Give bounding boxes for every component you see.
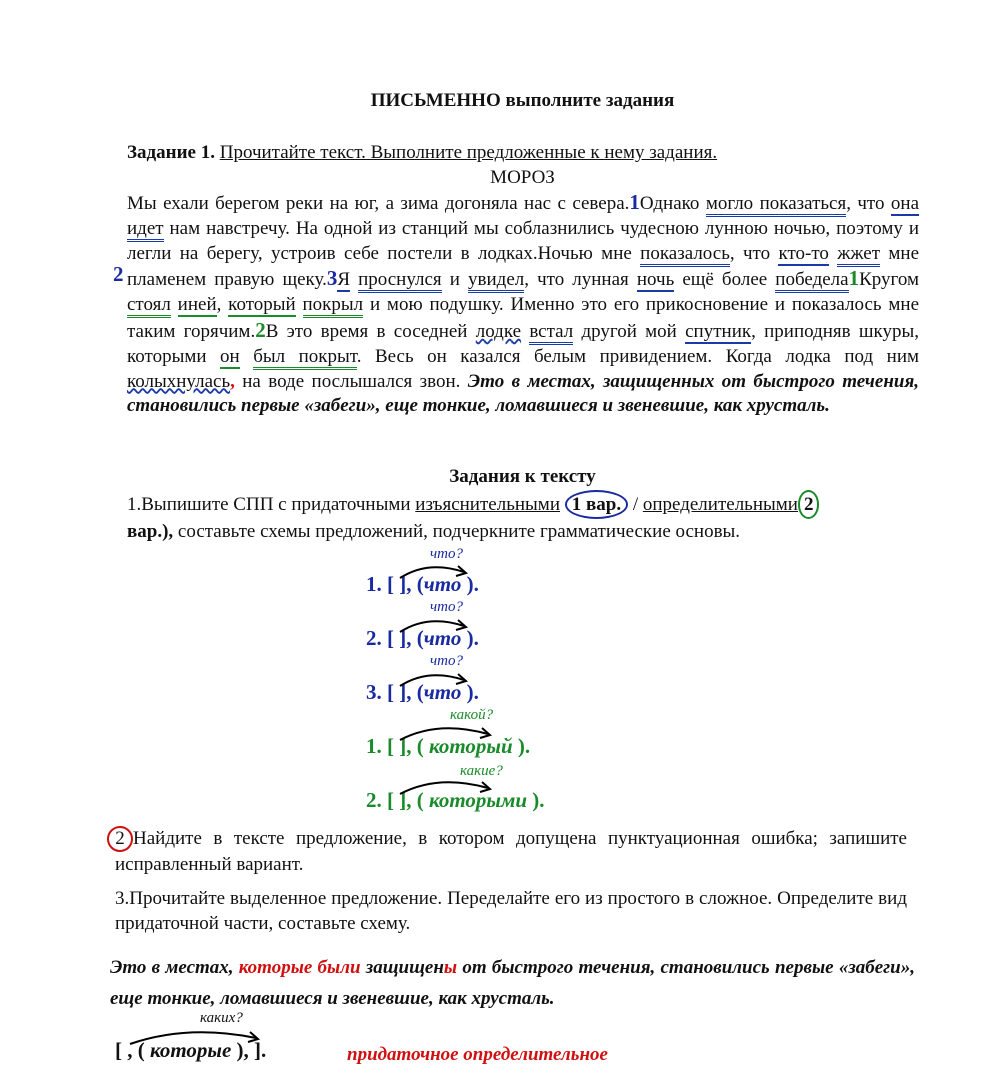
task1-label: Задание 1.: [127, 142, 215, 163]
variant-1-label: 1 вар.: [571, 494, 622, 515]
scheme-word: которыми: [428, 788, 528, 812]
task1-text: Прочитайте текст. Выполните предложенные к нему задания.: [219, 142, 718, 163]
scheme-word: что: [423, 626, 462, 650]
s5-b: и: [441, 269, 469, 291]
scheme-num: 2.: [366, 788, 382, 812]
sentence-9: Весь он казался белым привидением.: [361, 345, 713, 367]
variant-1-badge: [565, 490, 628, 519]
scheme-word: что: [423, 680, 462, 704]
scheme-close: ).: [461, 572, 479, 596]
predicate: могло показаться: [706, 193, 846, 217]
s8-d: , приподняв шкуры, которыми: [127, 320, 919, 367]
predicate: был покрыт: [253, 346, 356, 370]
s8-a: В это время в соседней: [265, 320, 476, 342]
scheme-num: 3.: [366, 680, 382, 704]
answer-sentence: [110, 952, 915, 1014]
s2-a: Однако: [639, 193, 706, 214]
scheme-2-hint: что?: [430, 599, 463, 615]
s4-a: Ночью мне: [537, 242, 641, 264]
predicate: увидел: [468, 269, 524, 293]
scheme-1-hint: что?: [430, 546, 463, 562]
question-2-number: 2: [107, 826, 133, 852]
answer-ending: ы: [443, 957, 458, 978]
page-title: ПИСЬМЕННО выполните задания: [370, 90, 675, 111]
s4-c: [829, 243, 837, 264]
clause-type-label: придаточное определительное: [347, 1044, 608, 1065]
scheme-3-hint: что?: [430, 653, 463, 669]
q1-attributive: определительными: [642, 494, 798, 515]
scheme-open: [ ], (: [387, 788, 429, 812]
s10-a: Когда лодка под ним: [712, 345, 920, 367]
scheme-close: ).: [461, 626, 479, 650]
inserted-comma: ,: [230, 370, 235, 392]
question-1: [127, 490, 927, 544]
s4-b: , что: [729, 242, 779, 264]
s8-c: другой мой: [573, 320, 686, 342]
scheme-close: ).: [512, 734, 531, 758]
subject: ночь: [636, 269, 675, 291]
answer-a: Это в местах,: [110, 957, 239, 978]
s6-e: и мою подушку.: [363, 294, 504, 316]
predicate: жжет: [837, 243, 880, 267]
predicate: встал: [529, 321, 573, 345]
mark-4: 1: [848, 266, 860, 291]
scheme-open: [ ], (: [387, 680, 424, 704]
s6-d: [296, 294, 303, 315]
q1-text: 1.Выпишите СПП с придаточными: [127, 494, 416, 515]
subject: она: [890, 193, 920, 214]
final-scheme: [115, 1038, 266, 1063]
scheme-open: [ ], (: [387, 734, 429, 758]
answer-c: защищен: [360, 957, 444, 978]
answer-inserted: которые были: [238, 957, 361, 978]
mark-1: 1: [629, 190, 640, 214]
subject: спутник: [685, 320, 752, 342]
s8-f: .: [356, 345, 362, 367]
q1-sep: /: [628, 494, 643, 515]
s5-d: ещё более: [674, 269, 776, 291]
sentence-7: Именно это его прикосновение и показалось мне таким горячим.: [127, 294, 920, 342]
arrow-icon: [398, 612, 478, 636]
final-word: которые: [150, 1038, 232, 1062]
subject: кто-то: [778, 242, 829, 264]
arrow-icon: [398, 774, 498, 798]
q1-rest: составьте схемы предложений, подчеркните грамматические основы.: [173, 521, 741, 542]
adverbial: лодке: [475, 320, 522, 342]
s6-c: ,: [216, 294, 229, 316]
question-2-text: Найдите в тексте предложение, в котором допущена пунктуационная ошибка; запишите исправленный вариант.: [115, 828, 907, 875]
q1-var: вар.),: [127, 521, 174, 542]
arrow-icon: [398, 666, 478, 690]
final-close: ), ].: [231, 1038, 267, 1062]
subject: иней: [177, 294, 217, 316]
s10-b: на воде послышался звон.: [234, 370, 461, 392]
scheme-word: который: [428, 734, 513, 758]
scheme-num: 1.: [366, 572, 382, 596]
s6-a: Кругом: [859, 269, 919, 291]
predicate: проснулся: [358, 269, 442, 293]
s4-d: мне пламенем правую щеку.: [127, 242, 920, 291]
final-hint: каких?: [200, 1010, 243, 1026]
predicate: колыхнулась: [127, 370, 231, 392]
scheme-close: ).: [527, 788, 545, 812]
mark-5: 2: [255, 317, 266, 342]
s5-a: [350, 269, 358, 290]
s8-e: [240, 346, 254, 367]
tasks-title: Задания к тексту: [449, 466, 596, 487]
mark-3: 3: [326, 266, 338, 291]
q1-explanatory: изъяснительными: [415, 494, 560, 515]
final-open: [ , (: [115, 1038, 150, 1062]
variant-2-badge: [798, 490, 820, 519]
scheme-close: ).: [461, 680, 479, 704]
subject: он: [220, 345, 240, 367]
predicate: стоял: [127, 294, 171, 318]
question-2: [115, 826, 907, 877]
arrow-icon: [398, 558, 478, 582]
scheme-word: что: [423, 572, 462, 596]
highlighted-sentence: Это в местах, защищенных от быстрого течения, становились первые «забеги», еще тонкие, ломавшиеся и звеневшие, как хрусталь.: [127, 370, 919, 417]
answer-e: от быстрого течения, становились первые «забеги», еще тонкие, ломавшиеся и звеневшие, как хрусталь.: [110, 957, 915, 1009]
sentence-1: Мы ехали берегом реки на юг, а зима догоняла нас с севера.: [127, 193, 630, 214]
scheme-open: [ ], (: [387, 572, 424, 596]
task1-header: [127, 142, 717, 164]
predicate: победела: [775, 269, 848, 293]
mark-2: 2: [113, 262, 124, 286]
scheme-num: 2.: [366, 626, 382, 650]
scheme-4-hint: какой?: [450, 707, 494, 723]
s6-b: [171, 294, 178, 315]
scheme-open: [ ], (: [387, 626, 424, 650]
arrow-icon: [398, 720, 498, 744]
scheme-num: 1.: [366, 734, 382, 758]
question-3: 3.Прочитайте выделенное предложение. Переделайте его из простого в сложное. Определите вид придаточной части, составьте схему.: [115, 888, 907, 934]
s2-b: , что: [846, 193, 891, 214]
predicate: идет: [127, 218, 164, 242]
text-title: МОРОЗ: [490, 167, 555, 188]
text-paragraph: [113, 190, 920, 419]
predicate: покрыл: [303, 294, 364, 318]
s5-c: , что лунная: [524, 269, 637, 291]
subject: Я: [337, 269, 351, 291]
subject: который: [228, 294, 296, 316]
sentence-3: На одной из станций мы соблазнились чудесною лунною ночью, поэтому и легли на берегу, устроив себе постели в лодках.: [127, 217, 919, 264]
s2-d: нам навстречу.: [163, 217, 290, 239]
predicate: показалось: [640, 243, 730, 267]
scheme-5-hint: какие?: [460, 763, 503, 779]
variant-2-label: 2: [803, 494, 814, 515]
